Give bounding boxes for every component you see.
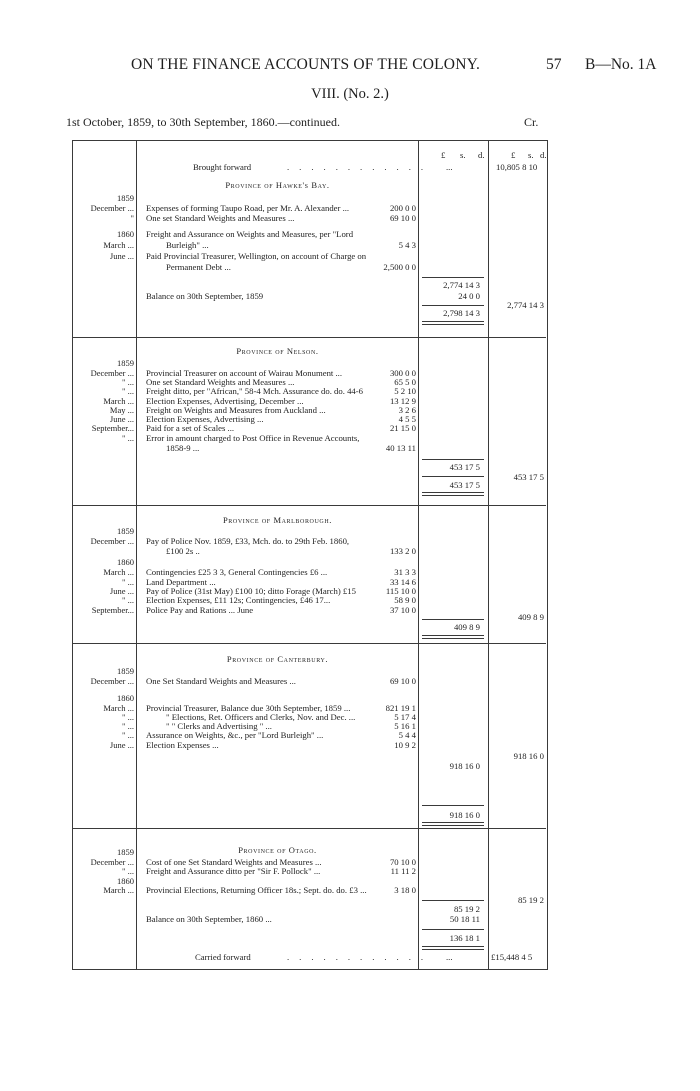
entry-text: " " Clerks and Advertising " ... (166, 721, 272, 731)
entry-text: Cost of one Set Standard Weights and Measures ... (146, 857, 322, 867)
amount-column-rule (488, 140, 489, 970)
entry-text: Freight on Weights and Measures from Auckland ... (146, 405, 326, 415)
double-rule (422, 492, 484, 496)
entry-amount: 200 0 0 (389, 203, 416, 213)
brought-forward-col1: ... (446, 162, 453, 172)
entry-date: June ... (109, 414, 134, 424)
entry-date: 1860 (117, 557, 134, 567)
entry-date: December ... (90, 203, 134, 213)
entry-amount: 2,500 0 0 (383, 262, 416, 272)
entry-text: Contingencies £25 3 3, General Contingencies £6 ... (146, 567, 328, 577)
subtotal-rule (422, 277, 484, 278)
section-subtotal: 85 19 2 (453, 904, 480, 914)
pounds-header: £ (511, 150, 516, 160)
entry-amount: 11 11 2 (390, 866, 416, 876)
entry-date: September... (91, 605, 134, 615)
entry-amount: 5 2 10 (394, 386, 416, 396)
entry-amount: 58 9 0 (394, 595, 416, 605)
entry-date: September... (91, 423, 134, 433)
entry-date: " ... (122, 730, 134, 740)
total-rule (422, 619, 484, 620)
entry-date: " ... (122, 386, 134, 396)
total-rule (422, 476, 484, 477)
entry-date: March ... (103, 567, 134, 577)
entry-text: Pay of Police (31st May) £100 10; ditto Forage (March) £15 (146, 586, 356, 596)
pence-header: d. (540, 150, 547, 160)
double-rule (422, 946, 484, 950)
description-column-rule (418, 140, 419, 970)
entry-amount: 69 10 0 (389, 676, 416, 686)
section-total: 918 16 0 (449, 810, 480, 820)
balance-label: Balance on 30th September, 1859 (146, 291, 264, 301)
entry-amount: 40 13 11 (385, 443, 416, 453)
entry-date: March ... (103, 703, 134, 713)
province-heading: Province of Canterbury. (226, 654, 329, 664)
entry-text: Expenses of forming Taupo Road, per Mr. A. Alexander ... (146, 203, 350, 213)
entry-amount: 69 10 0 (389, 213, 416, 223)
entry-amount: 4 5 5 (398, 414, 416, 424)
section-divider (72, 337, 546, 338)
carried-forward-col1: ... (446, 952, 453, 962)
leader-dots: ............ (287, 952, 434, 962)
double-rule (422, 635, 484, 639)
entry-amount: 13 12 9 (389, 396, 416, 406)
brought-forward-total: 10,805 8 10 (496, 162, 538, 172)
entry-date: " ... (122, 433, 134, 443)
total-rule (422, 805, 484, 806)
entry-date: March ... (103, 396, 134, 406)
entry-amount: 5 17 4 (394, 712, 416, 722)
document-reference: B—No. 1A (585, 56, 657, 73)
total-rule (422, 305, 484, 306)
entry-date: December ... (90, 368, 134, 378)
credit-side-label: Cr. (524, 115, 539, 129)
entry-date: March ... (103, 240, 134, 250)
section-total: 136 18 1 (449, 933, 480, 943)
subtotal-rule (422, 459, 484, 460)
entry-amount: 37 10 0 (389, 605, 416, 615)
entry-date: " ... (122, 577, 134, 587)
entry-date: December ... (90, 676, 134, 686)
period-heading (66, 115, 340, 130)
table-subtitle: VIII. (No. 2.) (311, 86, 389, 102)
province-heading: Province of Marlborough. (222, 515, 333, 525)
entry-text: Election Expenses, Advertising ... (146, 414, 264, 424)
entry-amount: 10 9 2 (394, 740, 416, 750)
entry-text: Error in amount charged to Post Office in Revenue Accounts, (146, 433, 360, 443)
entry-amount: 65 5 0 (394, 377, 416, 387)
entry-amount: 133 2 0 (389, 546, 416, 556)
section-total: 453 17 5 (449, 480, 480, 490)
entry-amount: 70 10 0 (389, 857, 416, 867)
entry-text: Assurance on Weights, &c., per "Lord Burleigh" ... (146, 730, 324, 740)
section-subtotal: 453 17 5 (449, 462, 480, 472)
entry-text: Election Expenses, Advertising, December ... (146, 396, 304, 406)
section-carried-total: 453 17 5 (513, 472, 544, 482)
entry-text: Pay of Police Nov. 1859, £33, Mch. do. to 29th Feb. 1860, (146, 536, 350, 546)
brought-forward-label: Brought forward (193, 162, 252, 172)
shillings-header: s. (528, 150, 534, 160)
entry-text: £100 2s .. (166, 546, 200, 556)
entry-text: Election Expenses ... (146, 740, 219, 750)
page-number: 57 (546, 56, 562, 73)
section-total: 2,798 14 3 (443, 308, 480, 318)
subtotal-rule (422, 900, 484, 901)
entry-date: December ... (90, 857, 134, 867)
entry-text: One set Standard Weights and Measures ... (146, 377, 295, 387)
pounds-header: £ (441, 150, 446, 160)
total-rule (422, 929, 484, 930)
entry-date: 1860 (117, 693, 134, 703)
entry-text: Paid Provincial Treasurer, Wellington, on account of Charge on (146, 251, 367, 261)
province-heading: Province of Otago. (238, 845, 317, 855)
entry-amount: 5 4 3 (398, 240, 416, 250)
entry-date: June ... (109, 251, 134, 261)
entry-amount: 3 2 6 (398, 405, 416, 415)
entry-date: 1859 (117, 358, 134, 368)
section-divider (72, 643, 546, 644)
entry-date: " ... (122, 595, 134, 605)
entry-date: " (130, 213, 134, 223)
entry-text: Burleigh" ... (166, 240, 209, 250)
period-text: 1st October, 1859, to 30th September, 1860.—continued. (66, 115, 340, 129)
entry-text: Election Expenses, £11 12s; Contingencies, £46 17... (146, 595, 331, 605)
entry-date: " ... (122, 712, 134, 722)
entry-amount: 31 3 3 (394, 567, 416, 577)
entry-text: Freight and Assurance on Weights and Measures, per "Lord (146, 229, 354, 239)
section-carried-total: 85 19 2 (517, 895, 544, 905)
section-divider (72, 505, 546, 506)
entry-amount: 821 19 1 (385, 703, 416, 713)
leader-dots: ............ (287, 162, 434, 172)
balance-amount: 50 18 11 (449, 914, 480, 924)
entry-text: Police Pay and Rations ... June (146, 605, 254, 615)
entry-text: Freight ditto, per "African," 58-4 Mch. Assurance do. do. 44-6 (146, 386, 363, 396)
entry-amount: 33 14 6 (389, 577, 416, 587)
entry-date: June ... (109, 586, 134, 596)
entry-text: 1858-9 ... (166, 443, 200, 453)
entry-date: May ... (109, 405, 134, 415)
section-total: 409 8 9 (453, 622, 480, 632)
entry-date: 1859 (117, 666, 134, 676)
entry-date: 1859 (117, 847, 134, 857)
entry-text: Provincial Treasurer on account of Wairau Monument ... (146, 368, 343, 378)
entry-date: " ... (122, 866, 134, 876)
entry-text: Freight and Assurance ditto per "Sir F. Pollock" ... (146, 866, 321, 876)
double-rule (422, 321, 484, 325)
balance-amount: 24 0 0 (458, 291, 480, 301)
balance-label: Balance on 30th September, 1860 ... (146, 914, 272, 924)
entry-date: " ... (122, 377, 134, 387)
section-subtotal: 2,774 14 3 (443, 280, 480, 290)
entry-text: Paid for a set of Scales ... (146, 423, 235, 433)
entry-text: One set Standard Weights and Measures ... (146, 213, 295, 223)
province-heading: Province of Hawke's Bay. (225, 180, 330, 190)
entry-text: Provincial Treasurer, Balance due 30th September, 1859 ... (146, 703, 351, 713)
section-carried-total: 409 8 9 (517, 612, 544, 622)
entry-text: " Elections, Ret. Officers and Clerks, Nov. and Dec. ... (166, 712, 356, 722)
entry-date: December ... (90, 536, 134, 546)
carried-forward-total: £15,448 4 5 (491, 952, 533, 962)
entry-amount: 115 10 0 (385, 586, 416, 596)
entry-date: 1859 (117, 526, 134, 536)
entry-text: Provincial Elections, Returning Officer 18s.; Sept. do. do. £3 ... (146, 885, 367, 895)
section-subtotal: 918 16 0 (449, 761, 480, 771)
entry-date: 1859 (117, 193, 134, 203)
entry-amount: 5 16 1 (394, 721, 416, 731)
entry-amount: 21 15 0 (389, 423, 416, 433)
shillings-header: s. (460, 150, 466, 160)
entry-date: March ... (103, 885, 134, 895)
entry-amount: 3 18 0 (394, 885, 416, 895)
entry-date: June ... (109, 740, 134, 750)
section-carried-total: 918 16 0 (513, 751, 544, 761)
entry-text: Land Department ... (146, 577, 216, 587)
entry-date: " ... (122, 721, 134, 731)
entry-amount: 5 4 4 (398, 730, 416, 740)
pence-header: d. (478, 150, 485, 160)
page-title: ON THE FINANCE ACCOUNTS OF THE COLONY. (131, 56, 481, 73)
section-carried-total: 2,774 14 3 (507, 300, 544, 310)
province-heading: Province of Nelson. (236, 346, 319, 356)
entry-amount: 300 0 0 (389, 368, 416, 378)
entry-text: Permanent Debt ... (166, 262, 231, 272)
entry-date: 1860 (117, 229, 134, 239)
carried-forward-label: Carried forward (195, 952, 251, 962)
entry-text: One Set Standard Weights and Measures ... (146, 676, 296, 686)
entry-date: 1860 (117, 876, 134, 886)
section-divider (72, 828, 546, 829)
double-rule (422, 822, 484, 826)
